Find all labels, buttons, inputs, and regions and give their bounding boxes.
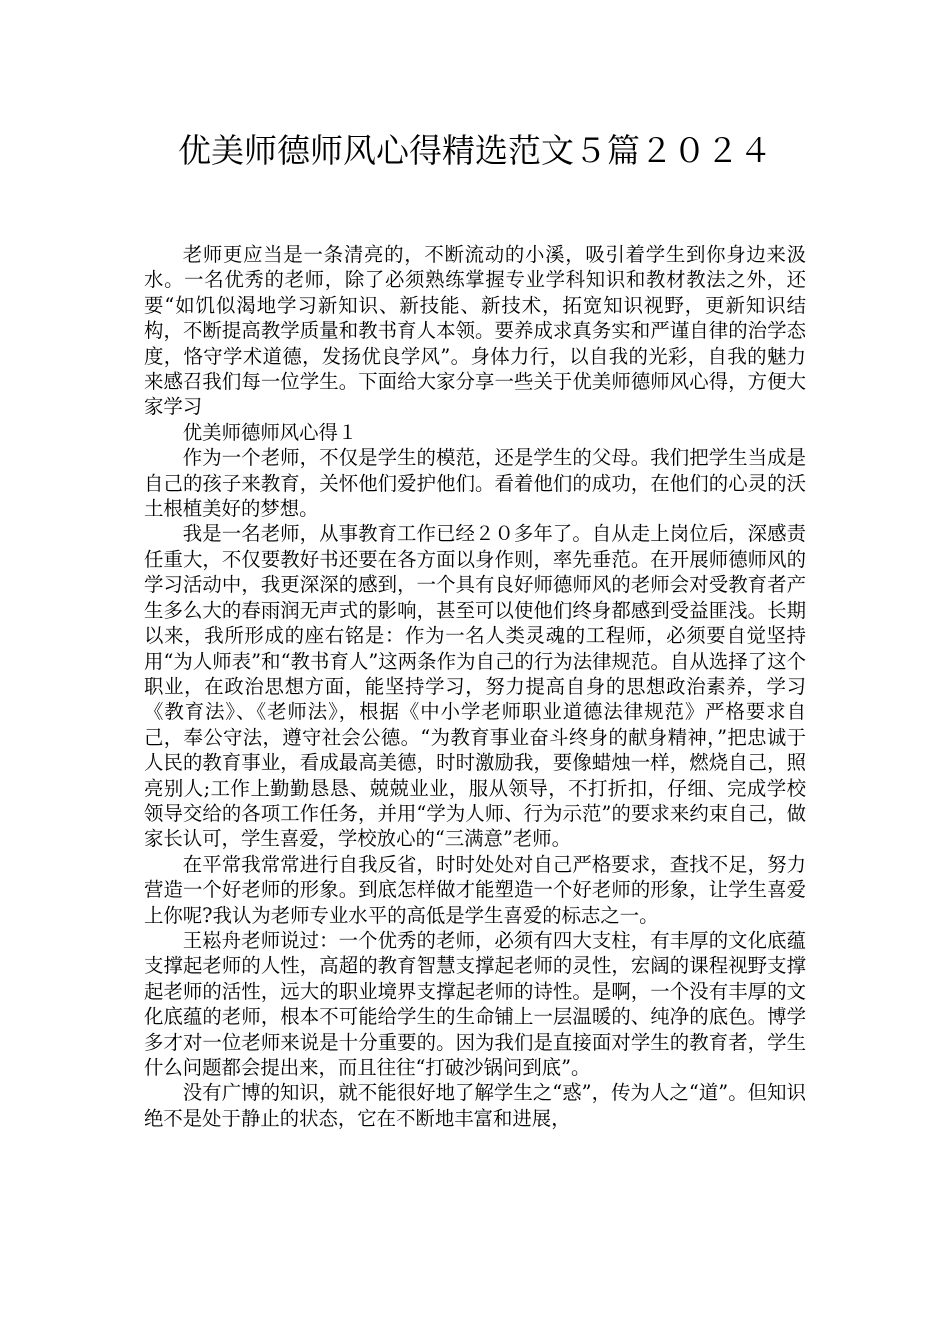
body-paragraph: 没有广博的知识，就不能很好地了解学生之“惑”，传为人之“道”。但知识绝不是处于静止的状态，它在不断地丰富和进展， [144,1081,806,1130]
body-paragraph: 在平常我常常进行自我反省，时时处处对自己严格要求，查找不足，努力营造一个好老师的形象。到底怎样做才能塑造一个好老师的形象，让学生喜爱上你呢?我认为老师专业水平的高低是学生喜爱的标志之一。 [144,852,806,927]
document-title: 优美师德师风心得精选范文５篇２０２４ [178,131,772,170]
intro-paragraph: 老师更应当是一条清亮的，不断流动的小溪，吸引着学生到你身边来汲水。一名优秀的老师，除了必须熟练掌握专业学科知识和教材教法之外，还要“如饥似渴地学习新知识、新技能、新技术，拓宽知识视野，更新知识结构，不断提高教学质量和教书育人本领。要养成求真务实和严谨自律的治学态度，恪守学术道德，发扬优良学风”。身体力行，以自我的光彩，自我的魅力来感召我们每一位学生。下面给大家分享一些关于优美师德师风心得，方便大家学习 [144,243,806,419]
document-body [144,242,806,1131]
body-paragraph: 王崧舟老师说过：一个优秀的老师，必须有四大支柱，有丰厚的文化底蕴支撑起老师的人性，高超的教育智慧支撑起老师的灵性，宏阔的课程视野支撑起老师的活性，远大的职业境界支撑起老师的诗性。是啊，一个没有丰厚的文化底蕴的老师，根本不可能给学生的生命铺上一层温暖的、纯净的底色。博学多才对一位老师来说是十分重要的。因为我们是直接面对学生的教育者，学生什么问题都会提出来，而且往往“打破沙锅问到底”。 [144,928,806,1079]
body-paragraph: 我是一名老师，从事教育工作已经２０多年了。自从走上岗位后，深感责任重大，不仅要教好书还要在各方面以身作则，率先垂范。在开展师德师风的学习活动中，我更深深的感到，一个具有良好师德师风的老师会对受教育者产生多么大的春雨润无声式的影响，甚至可以使他们终身都感到受益匪浅。长期以来，我所形成的座右铭是：作为一名人类灵魂的工程师，必须要自觉坚持用“为人师表”和“教书育人”这两条作为自己的行为法律规范。自从选择了这个职业，在政治思想方面，能坚持学习，努力提高自身的思想政治素养，学习《教育法》、《老师法》，根据《中小学老师职业道德法律规范》严格要求自己，奉公守法，遵守社会公德。“为教育事业奋斗终身的献身精神，”把忠诚于人民的教育事业，看成最高美德，时时激励我，要像蜡烛一样，燃烧自己，照亮别人;工作上勤勤恳恳、兢兢业业，服从领导，不打折扣，仔细、完成学校领导交给的各项工作任务，并用“学为人师、行为示范”的要求来约束自己，做家长认可，学生喜爱，学校放心的“三满意”老师。 [144,522,806,851]
body-paragraph: 作为一个老师，不仅是学生的模范，还是学生的父母。我们把学生当成是自己的孩子来教育，关怀他们爱护他们。看着他们的成功，在他们的心灵的沃土根植美好的梦想。 [144,446,806,521]
section-heading: 优美师德师风心得１ [182,420,358,444]
